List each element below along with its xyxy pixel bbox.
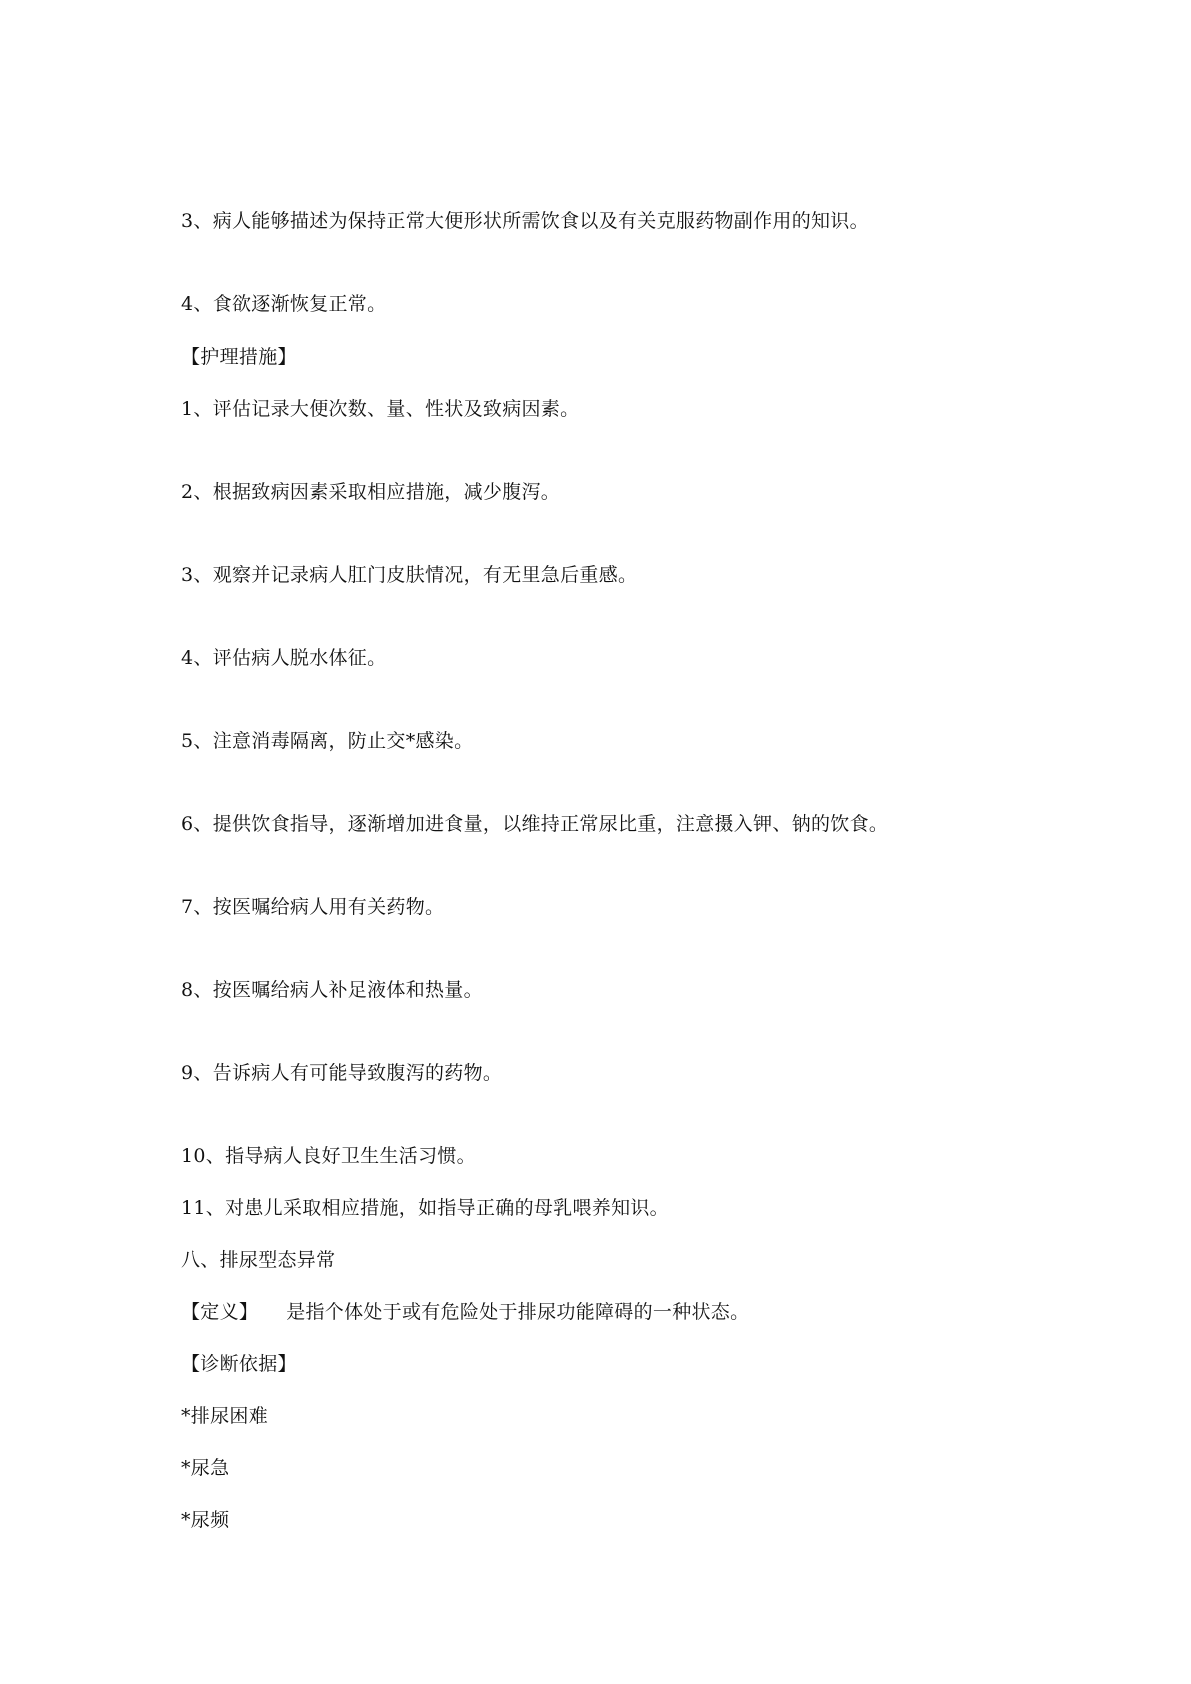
measure-item-3: 3、观察并记录病人肛门皮肤情况，有无里急后重感。: [181, 564, 638, 586]
definition-text: 是指个体处于或有危险处于排尿功能障碍的一种状态。: [286, 1301, 750, 1323]
measure-item-10: 10、指导病人良好卫生生活习惯。: [181, 1145, 476, 1167]
diagnosis-item: *尿频: [181, 1509, 230, 1531]
outcome-item-3: 3、病人能够描述为保持正常大便形状所需饮食以及有关克服药物副作用的知识。: [181, 210, 869, 232]
measure-item-9: 9、告诉病人有可能导致腹泻的药物。: [181, 1062, 503, 1084]
section-heading-urination-pattern: 八、排尿型态异常: [181, 1249, 336, 1271]
diagnosis-item: *尿急: [181, 1457, 230, 1479]
measure-item-11: 11、对患儿采取相应措施，如指导正确的母乳喂养知识。: [181, 1197, 669, 1219]
section-heading-nursing-measures: 【护理措施】: [181, 346, 297, 368]
measure-item-4: 4、评估病人脱水体征。: [181, 647, 387, 669]
measure-item-8: 8、按医嘱给病人补足液体和热量。: [181, 979, 483, 1001]
outcome-item-4: 4、食欲逐渐恢复正常。: [181, 293, 387, 315]
measure-item-1: 1、评估记录大便次数、量、性状及致病因素。: [181, 398, 580, 420]
diagnosis-item: *排尿困难: [181, 1405, 269, 1427]
measure-item-6: 6、提供饮食指导，逐渐增加进食量，以维持正常尿比重，注意摄入钾、钠的饮食。: [181, 813, 889, 835]
measure-item-5: 5、注意消毒隔离，防止交*感染。: [181, 730, 474, 752]
measure-item-7: 7、按医嘱给病人用有关药物。: [181, 896, 445, 918]
definition-line: [181, 1300, 749, 1324]
measure-item-2: 2、根据致病因素采取相应措施，减少腹泻。: [181, 481, 561, 503]
definition-term: 【定义】: [181, 1301, 259, 1323]
section-heading-diagnosis: 【诊断依据】: [181, 1353, 297, 1375]
